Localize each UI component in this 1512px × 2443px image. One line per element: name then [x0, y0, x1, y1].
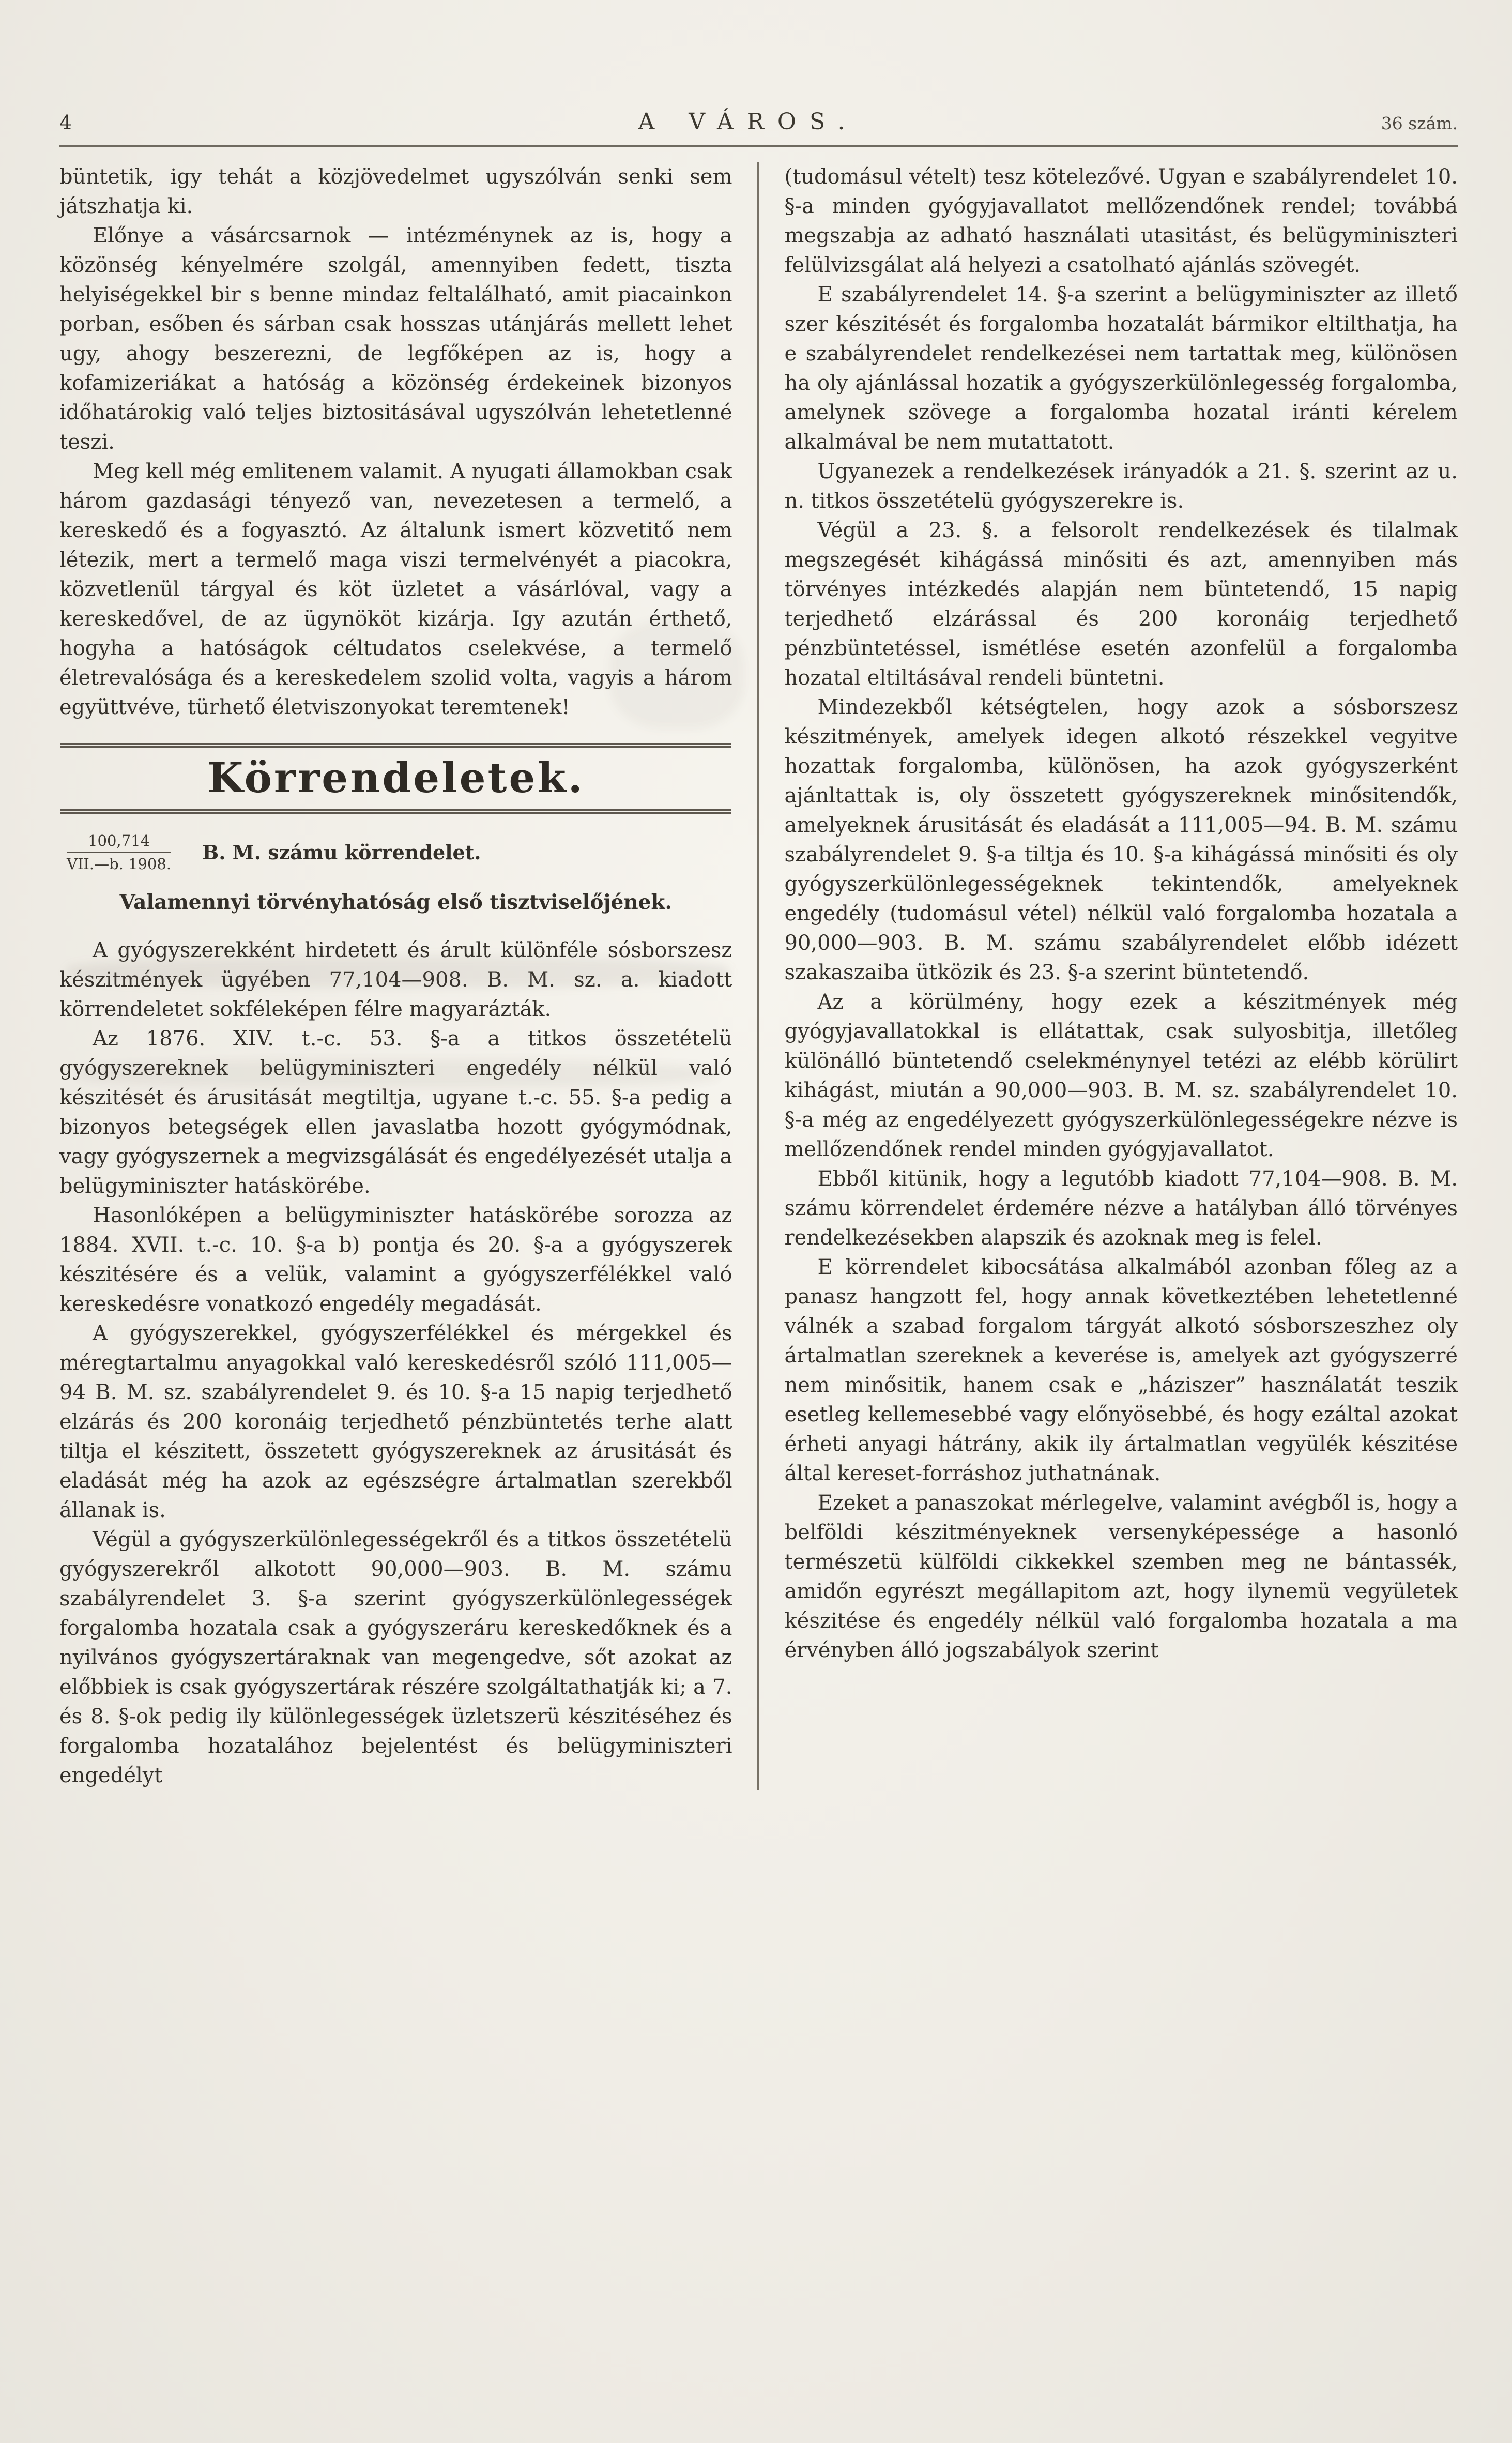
body-paragraph: büntetik, igy tehát a közjövedelmet ugyszólván senki sem játszhatja ki.: [59, 165, 732, 218]
circular-ref-date: VII.—b. 1908.: [67, 855, 172, 873]
circular-ref-number: [67, 831, 171, 873]
body-paragraph: E szabályrendelet 14. §-a szerint a belügyminiszter az illető szer készitését és forgalomba hozatalát bármikor eltilthatja, ha e szabályrendelet rendelkezései nem tartattak meg, különösen ha oly ajánlással hozatik a gyógyszerkülönlegesség forgalomba, amelynek szövege a forgalomba hozatal iránti kérelem alkalmával be nem mutattatott.: [784, 283, 1458, 454]
body-paragraph: (tudomásul vételt) tesz kötelezővé. Ugyan e szabályrendelet 10. §-a minden gyógyjavallatot mellőzendőnek rendel; továbbá megszabja az adható használati utasitást, és belügyminiszteri felülvizsgálat alá helyezi a csatolható ajánlás szövegét.: [784, 165, 1458, 277]
body-paragraph: Végül a gyógyszerkülönlegességekről és a titkos összetételü gyógyszerekről alkotott 90,000—903. B. M. számu szabályrendelet 3. §-a szerint gyógyszerkülönlegességek forgalomba hozatala csak a gyógyszeráru kereskedőknek és a nyilvános gyógyszertáraknak van megengedve, sőt azokat az előbbiek is csak gyógyszertárak részére szolgáltathatják ki; a 7. és 8. §-ok pedig ily különlegességek üzletszerü készitéséhez és forgalomba hozatalához bejelentést és belügyminiszteri engedélyt: [59, 1528, 732, 1787]
body-paragraph: Hasonlóképen a belügyminiszter hatáskörébe sorozza az 1884. XVII. t.-c. 10. §-a b) pontja és 20. §-a a gyógyszerek készitésére és a velük, valamint a gyógyszerfélékkel való kereskedésre vonatkozó engedély megadását.: [59, 1204, 732, 1316]
page-number: 4: [59, 111, 72, 134]
body-paragraph: E körrendelet kibocsátása alkalmából azonban főleg az a panasz hangzott fel, hogy annak következtében lehetetlenné válnék a szabad forgalom tárgyát alkotó sósborszeszhez oly ártalmatlan szereknek a keverése is, amelyek azt gyógyszerré nem minősitik, hanem csak e „háziszer” használatát teszik esetleg kellemesebbé vagy előnyösebbé, és hogy ezáltal azokat érheti anyagi hátrány, akik ily ártalmatlan vegyülék készitése által kereset-forráshoz juthatnának.: [784, 1255, 1458, 1485]
body-paragraph: Az 1876. XIV. t.-c. 53. §-a a titkos összetételü gyógyszereknek belügyminiszteri engedély nélkül való készitését és árusitását megtiltja, ugyane t.-c. 55. §-a pedig a bizonyos betegségek ellen javaslatba hozott gyógymódnak, vagy gyógyszernek a megvizsgálását és engedélyezését utalja a belügyminiszter hatáskörébe.: [59, 1027, 732, 1198]
circular-reference: [59, 831, 732, 873]
double-rule-bottom: [60, 809, 731, 814]
body-paragraph: Az a körülmény, hogy ezek a készitmények még gyógyjavallatokkal is ellátattak, csak sulyosbitja, illetőleg különálló büntetendő cselekménynyel tetézi az elébb körülirt kihágást, miután a 90,000—903. B. M. sz. szabályrendelet 10. §-a még az engedélyezett gyógyszerkülönlegességekre nézve is mellőzendőnek rendel minden gyógyjavallatot.: [784, 990, 1458, 1161]
double-rule-top: [60, 743, 731, 748]
circular-ref-top: 100,714: [67, 831, 171, 853]
body-paragraph: Ezeket a panaszokat mérlegelve, valamint avégből is, hogy a belföldi készitményeknek versenyképessége a hasonló természetü külföldi cikkekkel szemben meg ne bántassék, amidőn egyrészt megállapitom azt, hogy ilynemü vegyületek készitése és engedély nélkül való forgalomba hozatala a ma érvényben álló jogszabályok szerint: [784, 1491, 1458, 1662]
body-paragraph: Végül a 23. §. a felsorolt rendelkezések és tilalmak megszegését kihágássá minősiti és azt, amennyiben más törvényes intézkedés alapján nem büntetendő, 15 napig terjedhető elzárással és 200 koronáig terjedhető pénzbüntetéssel, ismétlése esetén azonfelül a forgalomba hozatal eltiltásával rendeli büntetni.: [784, 519, 1458, 690]
body-paragraph: A gyógyszerekként hirdetett és árult különféle sósborszesz készitmények ügyében 77,104—908. B. M. sz. a. kiadott körrendeletet sokféleképen félre magyarázták.: [59, 938, 732, 1021]
two-column-body: [59, 162, 1458, 1790]
addressee-line: Valamennyi törvényhatóság első tisztviselőjének.: [119, 890, 673, 914]
header-rule: [59, 145, 1458, 147]
body-paragraph: Ugyanezek a rendelkezések irányadók a 21. §. szerint az u. n. titkos összetételü gyógyszerekre is.: [784, 460, 1458, 513]
left-column: [59, 162, 759, 1790]
masthead-title: A VÁROS.: [638, 109, 859, 135]
body-paragraph: Meg kell még emlitenem valamit. A nyugati államokban csak három gazdasági tényező van, nevezetesen a termelő, a kereskedő és a fogyasztó. Az általunk ismert közvetitő nem létezik, mert a termelő maga viszi termelvényét a piacokra, közvetlenül tárgyal és köt üzletet a vásárlóval, vagy a kereskedővel, de az ügynököt kizárja. Igy azután érthető, hogyha a hatóságok céltudatos cselekvése, a termelő életrevalósága és a kereskedelem szolid volta, vagyis a három együttvéve, türhető életviszonyokat teremtenek!: [59, 460, 732, 719]
body-paragraph: Előnye a vásárcsarnok — intézménynek az is, hogy a közönség kényelmére szolgál, amennyiben fedett, tiszta helyiségekkel bir s benne mindaz feltalálható, amit piacainkon porban, esőben és sárban csak hosszas utánjárás mellett lehet ugy, ahogy beszerezni, de legfőképen az is, hogy a kofamizeriákat a hatóság a közönség érdekeinek bizonyos időhatárokig való teljes biztositásával ugyszólván lehetetlenné teszi.: [59, 224, 732, 454]
section-heading-block: [59, 743, 732, 917]
page-header: [59, 109, 1458, 135]
body-paragraph: Ebből kitünik, hogy a legutóbb kiadott 77,104—908. B. M. számu körrendelet érdemére nézve a hatályban álló törvényes rendelkezésekben alapszik és azoknak meg is felel.: [784, 1167, 1458, 1250]
body-paragraph: Mindezekből kétségtelen, hogy azok a sósborszesz készitmények, amelyek idegen alkotó részekkel vegyitve hozattak forgalomba, különösen, ha azok gyógyszerként ajánltattak is, oly összetett gyógyszereknek minősitendők, amelyeknek árusitását és eladását a 111,005—94. B. M. számu szabályrendelet 9. §-a tiltja és 10. §-a kihágássá minősiti és oly gyógyszerkülönlegességeknek tekintendők, amelyeknek engedély (tudomásul vétel) nélkül való forgalomba hozatala a 90,000—903. B. M. számu szabályrendelet előbb idézett szakaszaiba ütközik és 23. §-a szerint büntetendő.: [784, 695, 1458, 984]
body-paragraph: A gyógyszerekkel, gyógyszerfélékkel és mérgekkel és méregtartalmu anyagokkal való kereskedésről szóló 111,005—94 B. M. sz. szabályrendelet 9. és 10. §-a 15 napig terjedhető elzárás és 200 koronáig terjedhető pénzbüntetés terhe alatt tiltja el készitett, összetett gyógyszereknek az árusitását és eladását még ha azok az egészségre ártalmatlan szerekből állanak is.: [59, 1322, 732, 1522]
circular-ref-label: B. M. számu körrendelet.: [202, 841, 481, 864]
issue-number: 36 szám.: [1381, 113, 1458, 133]
right-column: [759, 162, 1458, 1790]
section-title: Körrendeletek.: [207, 753, 585, 802]
